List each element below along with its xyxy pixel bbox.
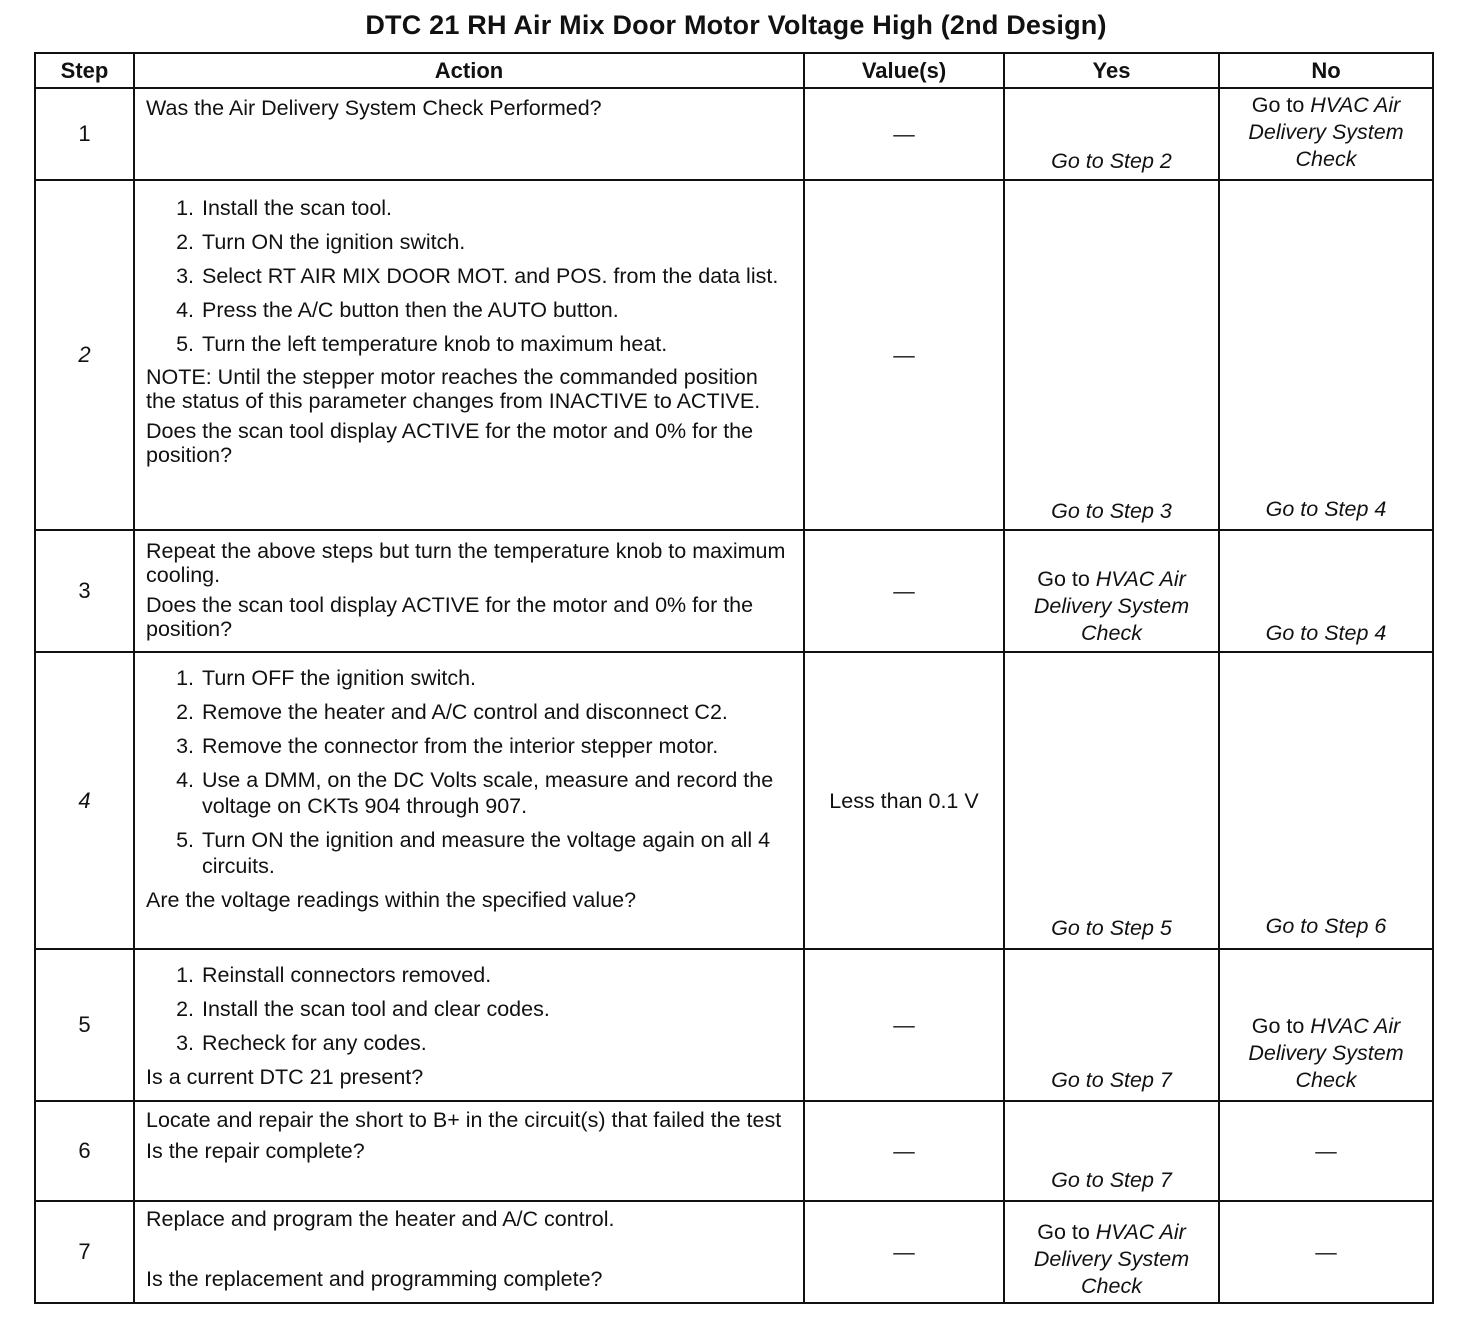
step-number: 3: [35, 530, 134, 652]
yes-cell: [1004, 88, 1219, 180]
diagnostic-table: [34, 52, 1434, 1304]
action-cell: [134, 530, 804, 652]
yes-cell: [1004, 949, 1219, 1101]
no-cell: [1219, 180, 1433, 530]
action-text: Repeat the above steps but turn the temperature knob to maximum cooling.: [146, 539, 786, 587]
yes-link[interactable]: Go to Step 2: [1051, 149, 1172, 173]
list-item: 2. Remove the heater and A/C control and disconnect C2.: [176, 700, 728, 724]
yes-outcome[interactable]: Go to Step 3: [1051, 499, 1172, 523]
action-cell: [134, 88, 804, 180]
action-question: Are the voltage readings within the specified value?: [146, 888, 637, 912]
value-cell: Less than 0.1 V: [804, 652, 1004, 949]
no-cell: [1219, 88, 1433, 180]
no-cell: —: [1219, 1101, 1433, 1201]
table-header-row: [35, 53, 1433, 88]
header-yes: Yes: [1004, 53, 1219, 88]
action-steps: [146, 195, 793, 357]
no-link[interactable]: HVAC Air Delivery System Check: [1248, 93, 1404, 171]
value-cell: —: [804, 1101, 1004, 1201]
yes-outcome: [1005, 566, 1218, 647]
value-cell: —: [804, 530, 1004, 652]
no-cell: —: [1219, 1201, 1433, 1303]
action-cell: [134, 949, 804, 1101]
action-cell: [134, 180, 804, 530]
list-item: 5. Turn ON the ignition and measure the voltage again on all 4 circuits.: [176, 828, 771, 878]
yes-cell: [1004, 1101, 1219, 1201]
list-item: 3. Remove the connector from the interior stepper motor.: [176, 734, 719, 758]
action-question: Is a current DTC 21 present?: [146, 1065, 424, 1089]
yes-cell: [1004, 1201, 1219, 1303]
header-action: Action: [134, 53, 804, 88]
action-cell: [134, 1101, 804, 1201]
list-item: 3. Select RT AIR MIX DOOR MOT. and POS. from the data list.: [176, 264, 779, 288]
list-item: 5. Turn the left temperature knob to maximum heat.: [176, 332, 668, 356]
no-cell: [1219, 949, 1433, 1101]
action-question: Does the scan tool display ACTIVE for the motor and 0% for the position?: [146, 593, 754, 641]
list-item: 2. Turn ON the ignition switch.: [176, 230, 466, 254]
yes-outcome[interactable]: Go to Step 7: [1051, 1068, 1172, 1092]
action-text: Was the Air Delivery System Check Performed?: [146, 96, 602, 120]
list-item: 3. Recheck for any codes.: [176, 1031, 427, 1055]
no-outcome: [1220, 1013, 1432, 1094]
step-number: 6: [35, 1101, 134, 1201]
yes-cell: [1004, 652, 1219, 949]
action-cell: [134, 1201, 804, 1303]
table-row: [35, 88, 1433, 180]
no-outcome[interactable]: Go to Step 4: [1265, 621, 1387, 645]
no-lead: Go to: [1251, 93, 1311, 117]
yes-lead: Go to: [1037, 567, 1096, 591]
action-note: NOTE: Until the stepper motor reaches the commanded position the status of this parameter changes from INACTIVE to ACTIVE.: [146, 365, 761, 413]
list-item: 1. Turn OFF the ignition switch.: [176, 666, 477, 690]
table-row: [35, 1101, 1433, 1201]
step-number: 4: [35, 652, 134, 949]
yes-outcome: [1005, 1219, 1218, 1300]
step-number: 5: [35, 949, 134, 1101]
no-outcome: [1220, 92, 1432, 173]
value-cell: —: [804, 1201, 1004, 1303]
page-title: DTC 21 RH Air Mix Door Motor Voltage High (2nd Design): [365, 10, 1107, 40]
yes-lead: Go to: [1037, 1220, 1096, 1244]
yes-outcome: [1005, 148, 1218, 175]
header-step: Step: [35, 53, 134, 88]
action-question: Is the replacement and programming complete?: [146, 1267, 603, 1291]
value-cell: —: [804, 949, 1004, 1101]
no-outcome[interactable]: Go to Step 4: [1265, 497, 1387, 521]
yes-link[interactable]: HVAC Air Delivery System Check: [1033, 1220, 1190, 1298]
table-row: [35, 949, 1433, 1101]
action-steps: [146, 962, 793, 1056]
no-cell: [1219, 652, 1433, 949]
list-item: 4. Press the A/C button then the AUTO button.: [176, 298, 619, 322]
yes-outcome[interactable]: Go to Step 5: [1051, 916, 1172, 940]
table-row: [35, 180, 1433, 530]
value-cell: —: [804, 180, 1004, 530]
table-row: [35, 1201, 1433, 1303]
action-steps: [146, 665, 793, 879]
list-item: 4. Use a DMM, on the DC Volts scale, measure and record the voltage on CKTs 904 through 907.: [176, 768, 774, 818]
step-number: 7: [35, 1201, 134, 1303]
action-question: Does the scan tool display ACTIVE for the motor and 0% for the position?: [146, 419, 754, 467]
list-item: 1. Reinstall connectors removed.: [176, 963, 492, 987]
list-item: 2. Install the scan tool and clear codes.: [176, 997, 550, 1021]
yes-cell: [1004, 530, 1219, 652]
action-text: Replace and program the heater and A/C control.: [146, 1207, 615, 1231]
table-row: [35, 530, 1433, 652]
action-cell: [134, 652, 804, 949]
step-number: 2: [35, 180, 134, 530]
action-question: Is the repair complete?: [146, 1139, 365, 1163]
header-no: No: [1219, 53, 1433, 88]
no-outcome[interactable]: Go to Step 6: [1265, 914, 1387, 938]
no-cell: [1219, 530, 1433, 652]
action-text: Locate and repair the short to B+ in the circuit(s) that failed the test: [146, 1108, 782, 1132]
yes-link[interactable]: HVAC Air Delivery System Check: [1033, 567, 1190, 645]
value-cell: —: [804, 88, 1004, 180]
table-row: [35, 652, 1433, 949]
yes-outcome[interactable]: Go to Step 7: [1051, 1168, 1172, 1192]
step-number: 1: [35, 88, 134, 180]
list-item: 1. Install the scan tool.: [176, 196, 393, 220]
yes-cell: [1004, 180, 1219, 530]
no-lead: Go to: [1251, 1014, 1311, 1038]
no-link[interactable]: HVAC Air Delivery System Check: [1248, 1014, 1404, 1092]
header-values: Value(s): [804, 53, 1004, 88]
